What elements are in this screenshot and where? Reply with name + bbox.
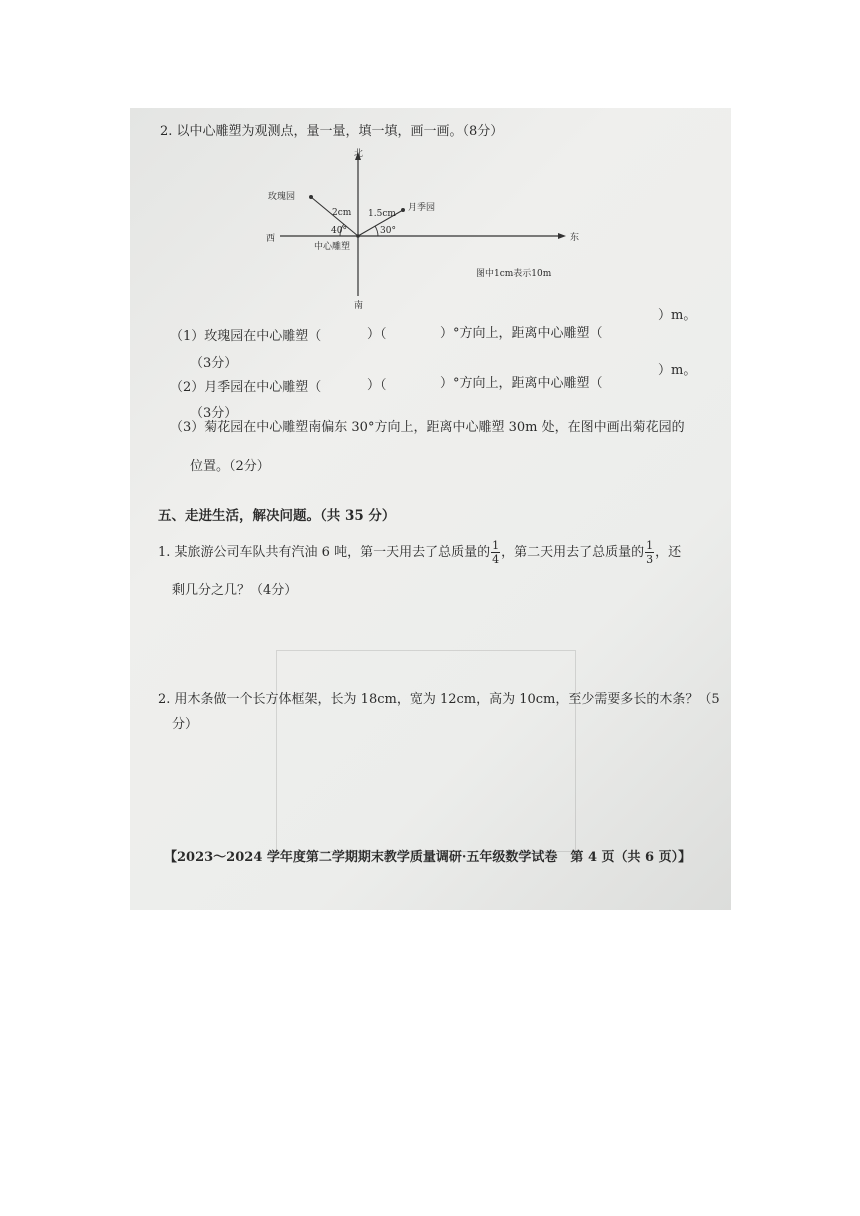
east-arrow <box>558 233 566 239</box>
q2-s3-line2: 位置。（2分） <box>190 459 270 474</box>
rose-distance-label: 2cm <box>332 208 352 218</box>
rose-angle-label: 40° <box>331 226 347 236</box>
center-point <box>356 234 360 238</box>
section5-heading: 五、走进生活，解决问题。（共 35 分） <box>158 508 396 524</box>
moon-garden-label: 月季园 <box>408 203 436 213</box>
q2-s2-part-b: ）（ <box>367 378 387 393</box>
q2-s1-points: （3分） <box>190 356 238 371</box>
problem1-line2: 剩几分之几？（4分） <box>172 583 298 598</box>
compass-diagram <box>260 146 590 311</box>
fraction-one-third <box>645 540 654 565</box>
q2-s2-part-c: ）°方向上，距离中心雕塑（ <box>440 376 603 391</box>
q2-s1-part-b: ）（ <box>367 327 387 342</box>
q2-s2-part-a: （2）月季园在中心雕塑（ <box>170 380 322 395</box>
problem2-line1: 2. 用木条做一个长方体框架，长为 18cm，宽为 12cm，高为 10cm，至少需要多长的木条？（5 <box>158 692 720 707</box>
answer-box-shadow <box>276 650 576 852</box>
page-footer: 【2023～2024 学年度第二学期期末教学质量调研·五年级数学试卷 第 4 页（共 6 页）】 <box>164 850 692 865</box>
east-label: 东 <box>570 233 580 243</box>
q2-s3-line1: （3）菊花园在中心雕塑南偏东 30°方向上，距离中心雕塑 30m 处，在图中画出菊花园的 <box>170 420 685 435</box>
q2-s1-part-a: （1）玫瑰园在中心雕塑（ <box>170 329 322 344</box>
q2-s2-part-d: ）m。 <box>658 363 697 378</box>
moon-angle-label: 30° <box>380 226 396 236</box>
exam-page-photo <box>130 108 731 910</box>
problem1-text-b: ，第二天用去了总质量的 <box>501 545 645 560</box>
fraction-1-numerator: 1 <box>492 539 500 552</box>
problem2-line2: 分） <box>172 717 199 732</box>
q2-title: 2. 以中心雕塑为观测点，量一量，填一填，画一画。（8分） <box>160 124 504 139</box>
q2-s1-part-d: ）m。 <box>658 308 697 323</box>
moon-distance-label: 1.5cm <box>368 209 396 219</box>
scale-note: 图中1cm表示10m <box>476 269 552 279</box>
fraction-one-quarter <box>491 540 500 565</box>
center-label: 中心雕塑 <box>314 242 351 252</box>
west-label: 西 <box>266 234 276 244</box>
fraction-2-denominator: 3 <box>646 553 654 566</box>
q2-s2-points: （3分） <box>190 406 238 421</box>
problem1-text-a: 1. 某旅游公司车队共有汽油 6 吨，第一天用去了总质量的 <box>158 545 491 560</box>
problem1-line1 <box>158 540 681 565</box>
south-label: 南 <box>354 301 364 311</box>
q2-s1-part-c: ）°方向上，距离中心雕塑（ <box>440 326 603 341</box>
moon-angle-arc <box>375 226 378 236</box>
fraction-2-numerator: 1 <box>646 539 654 552</box>
fraction-1-denominator: 4 <box>492 553 500 566</box>
north-label: 北 <box>354 149 364 159</box>
moon-garden-point <box>401 208 405 212</box>
problem1-text-c: ，还 <box>655 545 682 560</box>
rose-garden-label: 玫瑰园 <box>268 192 296 202</box>
rose-garden-point <box>309 195 313 199</box>
